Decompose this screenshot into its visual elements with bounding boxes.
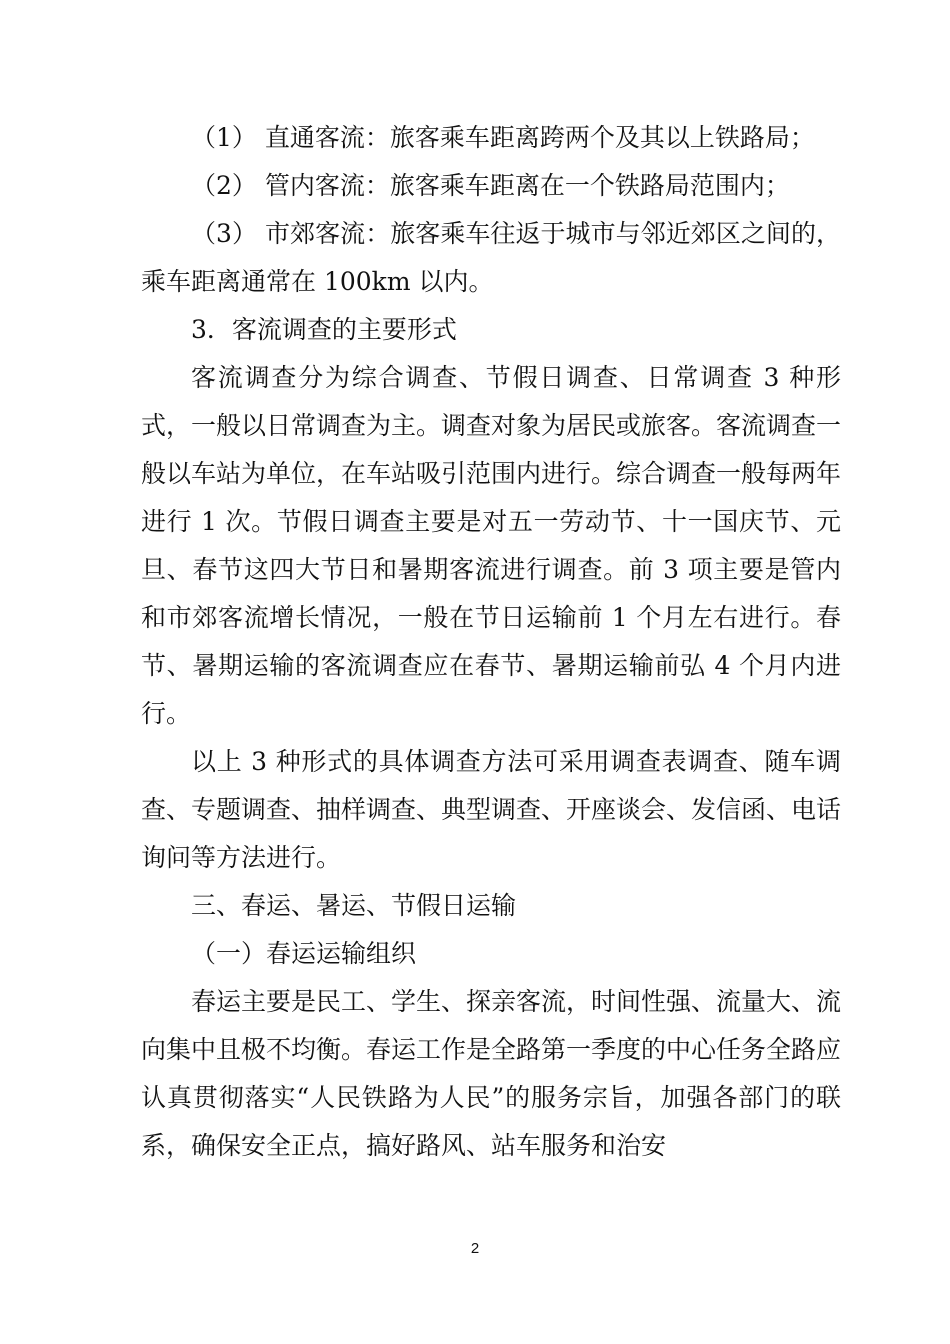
list-item-3: （3） 市郊客流：旅客乘车往返于城市与邻近郊区之间的，乘车距离通常在 100km 以内。 [141, 219, 841, 296]
paragraph-survey-methods: 以上 3 种形式的具体调查方法可采用调查表调查、随车调查、专题调查、抽样调查、典型调查、开座谈会、发信函、电话询问等方法进行。 [141, 747, 842, 872]
section-heading-holiday-transport: 三、春运、暑运、节假日运输 [191, 891, 517, 920]
page-number: 2 [470, 1240, 480, 1257]
list-item-2: （2） 管内客流：旅客乘车距离在一个铁路局范围内； [191, 171, 790, 200]
list-item-1: （1） 直通客流：旅客乘车距离跨两个及其以上铁路局； [191, 123, 815, 152]
document-body [141, 114, 841, 1170]
paragraph-survey-types: 客流调查分为综合调查、节假日调查、日常调查 3 种形式，一般以日常调查为主。调查对象为居民或旅客。客流调查一般以车站为单位，在车站吸引范围内进行。综合调查一般每两年进行 1 次。节假日调查主要是对五一劳动节、十一国庆节、元旦、春节这四大节日和暑期客流进行调查。前 3 项主要是管内和市郊客流增长情况，一般在节日运输前 1 个月左右进行。春节、暑期运输的客流调查应在春节、暑期运输前弘 4 个月内进行。 [141, 363, 842, 728]
paragraph-spring-festival: 春运主要是民工、学生、探亲客流，时间性强、流量大、流向集中且极不均衡。春运工作是全路第一季度的中心任务全路应认真贯彻落实“人民铁路为人民”的服务宗旨，加强各部门的联系，确保安全正点，搞好路风、站车服务和治安 [141, 987, 842, 1160]
subsection-heading-spring-festival: （一）春运运输组织 [191, 939, 417, 968]
section-heading-survey-forms: 3．客流调查的主要形式 [191, 315, 457, 344]
